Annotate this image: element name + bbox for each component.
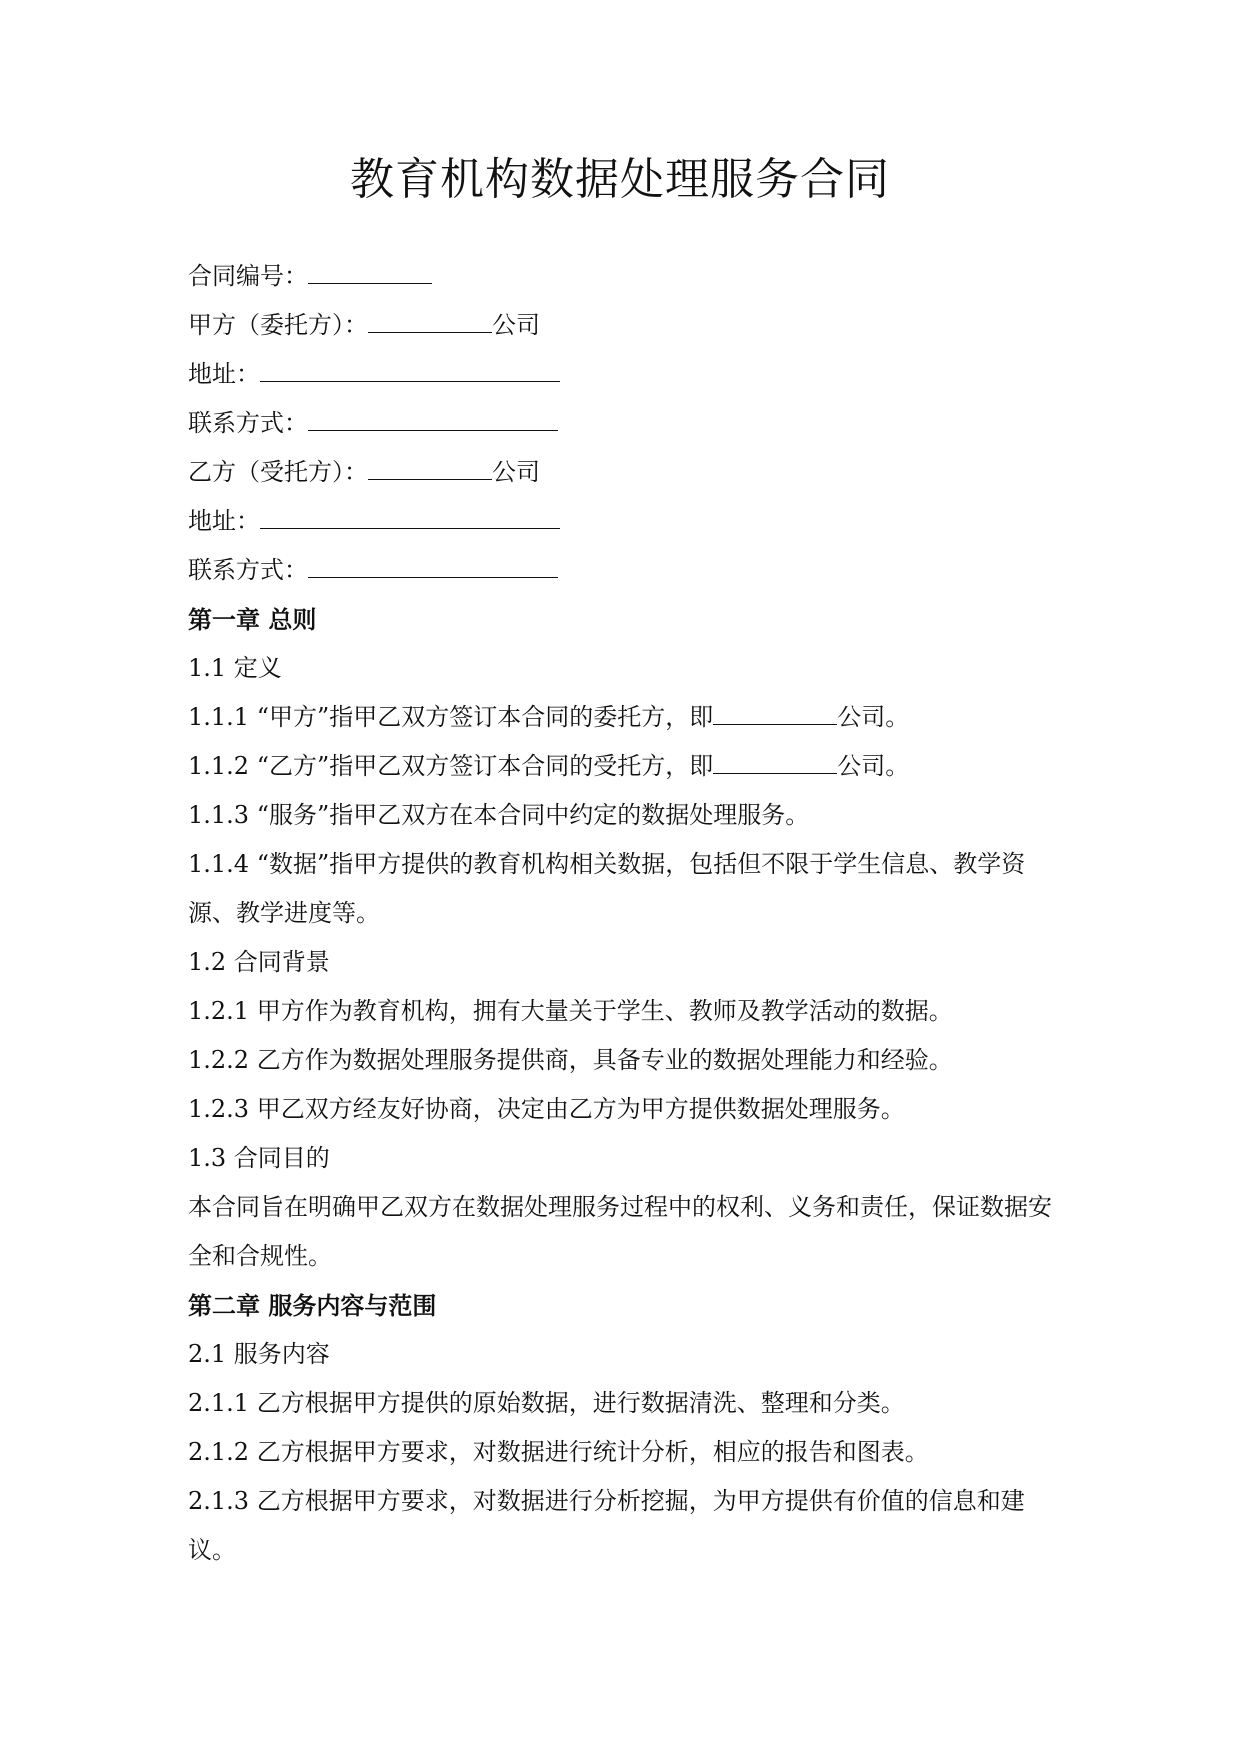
section-2-1: 2.1 服务内容 [188, 1340, 330, 1368]
clause-1-1-2-suffix: 公司。 [837, 752, 910, 780]
address-a-blank[interactable] [260, 355, 560, 382]
contract-title: 教育机构数据处理服务合同 [350, 154, 890, 205]
clause-1-2-2: 1.2.2 乙方作为数据处理服务提供商，具备专业的数据处理能力和经验。 [188, 1046, 953, 1074]
section-1-2: 1.2 合同背景 [188, 948, 330, 976]
contact-b-field [188, 546, 1056, 595]
party-b-field [188, 448, 1056, 497]
clause-1-1-2-text: 1.1.2 “乙方”指甲乙双方签订本合同的受托方，即 [188, 752, 714, 780]
clause-1-1-1-blank[interactable] [713, 698, 837, 725]
party-b-blank[interactable] [368, 453, 492, 480]
clause-1-2-1: 1.2.1 甲方作为教育机构，拥有大量关于学生、教师及教学活动的数据。 [188, 997, 953, 1025]
contact-b-blank[interactable] [308, 551, 558, 578]
party-a-suffix: 公司 [492, 311, 540, 339]
contact-a-label: 联系方式： [188, 409, 308, 437]
contract-number-field [188, 252, 1056, 301]
contact-a-field [188, 399, 1056, 448]
clause-1-1-3: 1.1.3 “服务”指甲乙双方在本合同中约定的数据处理服务。 [188, 801, 810, 829]
address-b-blank[interactable] [260, 502, 560, 529]
clause-1-1-1-text: 1.1.1 “甲方”指甲乙双方签订本合同的委托方，即 [188, 703, 714, 731]
clause-2-1-1: 2.1.1 乙方根据甲方提供的原始数据，进行数据清洗、整理和分类。 [188, 1389, 905, 1417]
clause-1-1-2-blank[interactable] [713, 747, 837, 774]
clause-2-1-3: 2.1.3 乙方根据甲方要求，对数据进行分析挖掘，为甲方提供有价值的信息和建议。 [188, 1487, 1025, 1564]
address-b-label: 地址： [188, 507, 260, 535]
party-a-field [188, 301, 1056, 350]
clause-1-1-1-suffix: 公司。 [837, 703, 910, 731]
address-b-field [188, 497, 1056, 546]
clause-1-1-4: 1.1.4 “数据”指甲方提供的教育机构相关数据，包括但不限于学生信息、教学资源、教学进度等。 [188, 850, 1026, 927]
party-b-suffix: 公司 [492, 458, 540, 486]
section-1-3: 1.3 合同目的 [188, 1144, 330, 1172]
address-a-field [188, 350, 1056, 399]
clause-2-1-2: 2.1.2 乙方根据甲方要求，对数据进行统计分析，相应的报告和图表。 [188, 1438, 929, 1466]
party-a-label: 甲方（委托方）： [188, 311, 368, 339]
contract-number-blank[interactable] [308, 257, 432, 284]
section-1-3-text: 本合同旨在明确甲乙双方在数据处理服务过程中的权利、义务和责任，保证数据安全和合规性。 [188, 1193, 1052, 1270]
party-a-blank[interactable] [368, 306, 492, 333]
clause-1-1-1 [188, 693, 1056, 742]
contract-body [188, 252, 1056, 1575]
address-a-label: 地址： [188, 360, 260, 388]
contract-number-label: 合同编号： [188, 262, 308, 290]
party-b-label: 乙方（受托方）： [188, 458, 368, 486]
section-1-1: 1.1 定义 [188, 654, 282, 682]
contact-a-blank[interactable] [308, 404, 558, 431]
clause-1-1-2 [188, 742, 1056, 791]
contact-b-label: 联系方式： [188, 556, 308, 584]
chapter-2-heading: 第二章 服务内容与范围 [188, 1291, 437, 1320]
chapter-1-heading: 第一章 总则 [188, 605, 317, 634]
clause-1-2-3: 1.2.3 甲乙双方经友好协商，决定由乙方为甲方提供数据处理服务。 [188, 1095, 905, 1123]
